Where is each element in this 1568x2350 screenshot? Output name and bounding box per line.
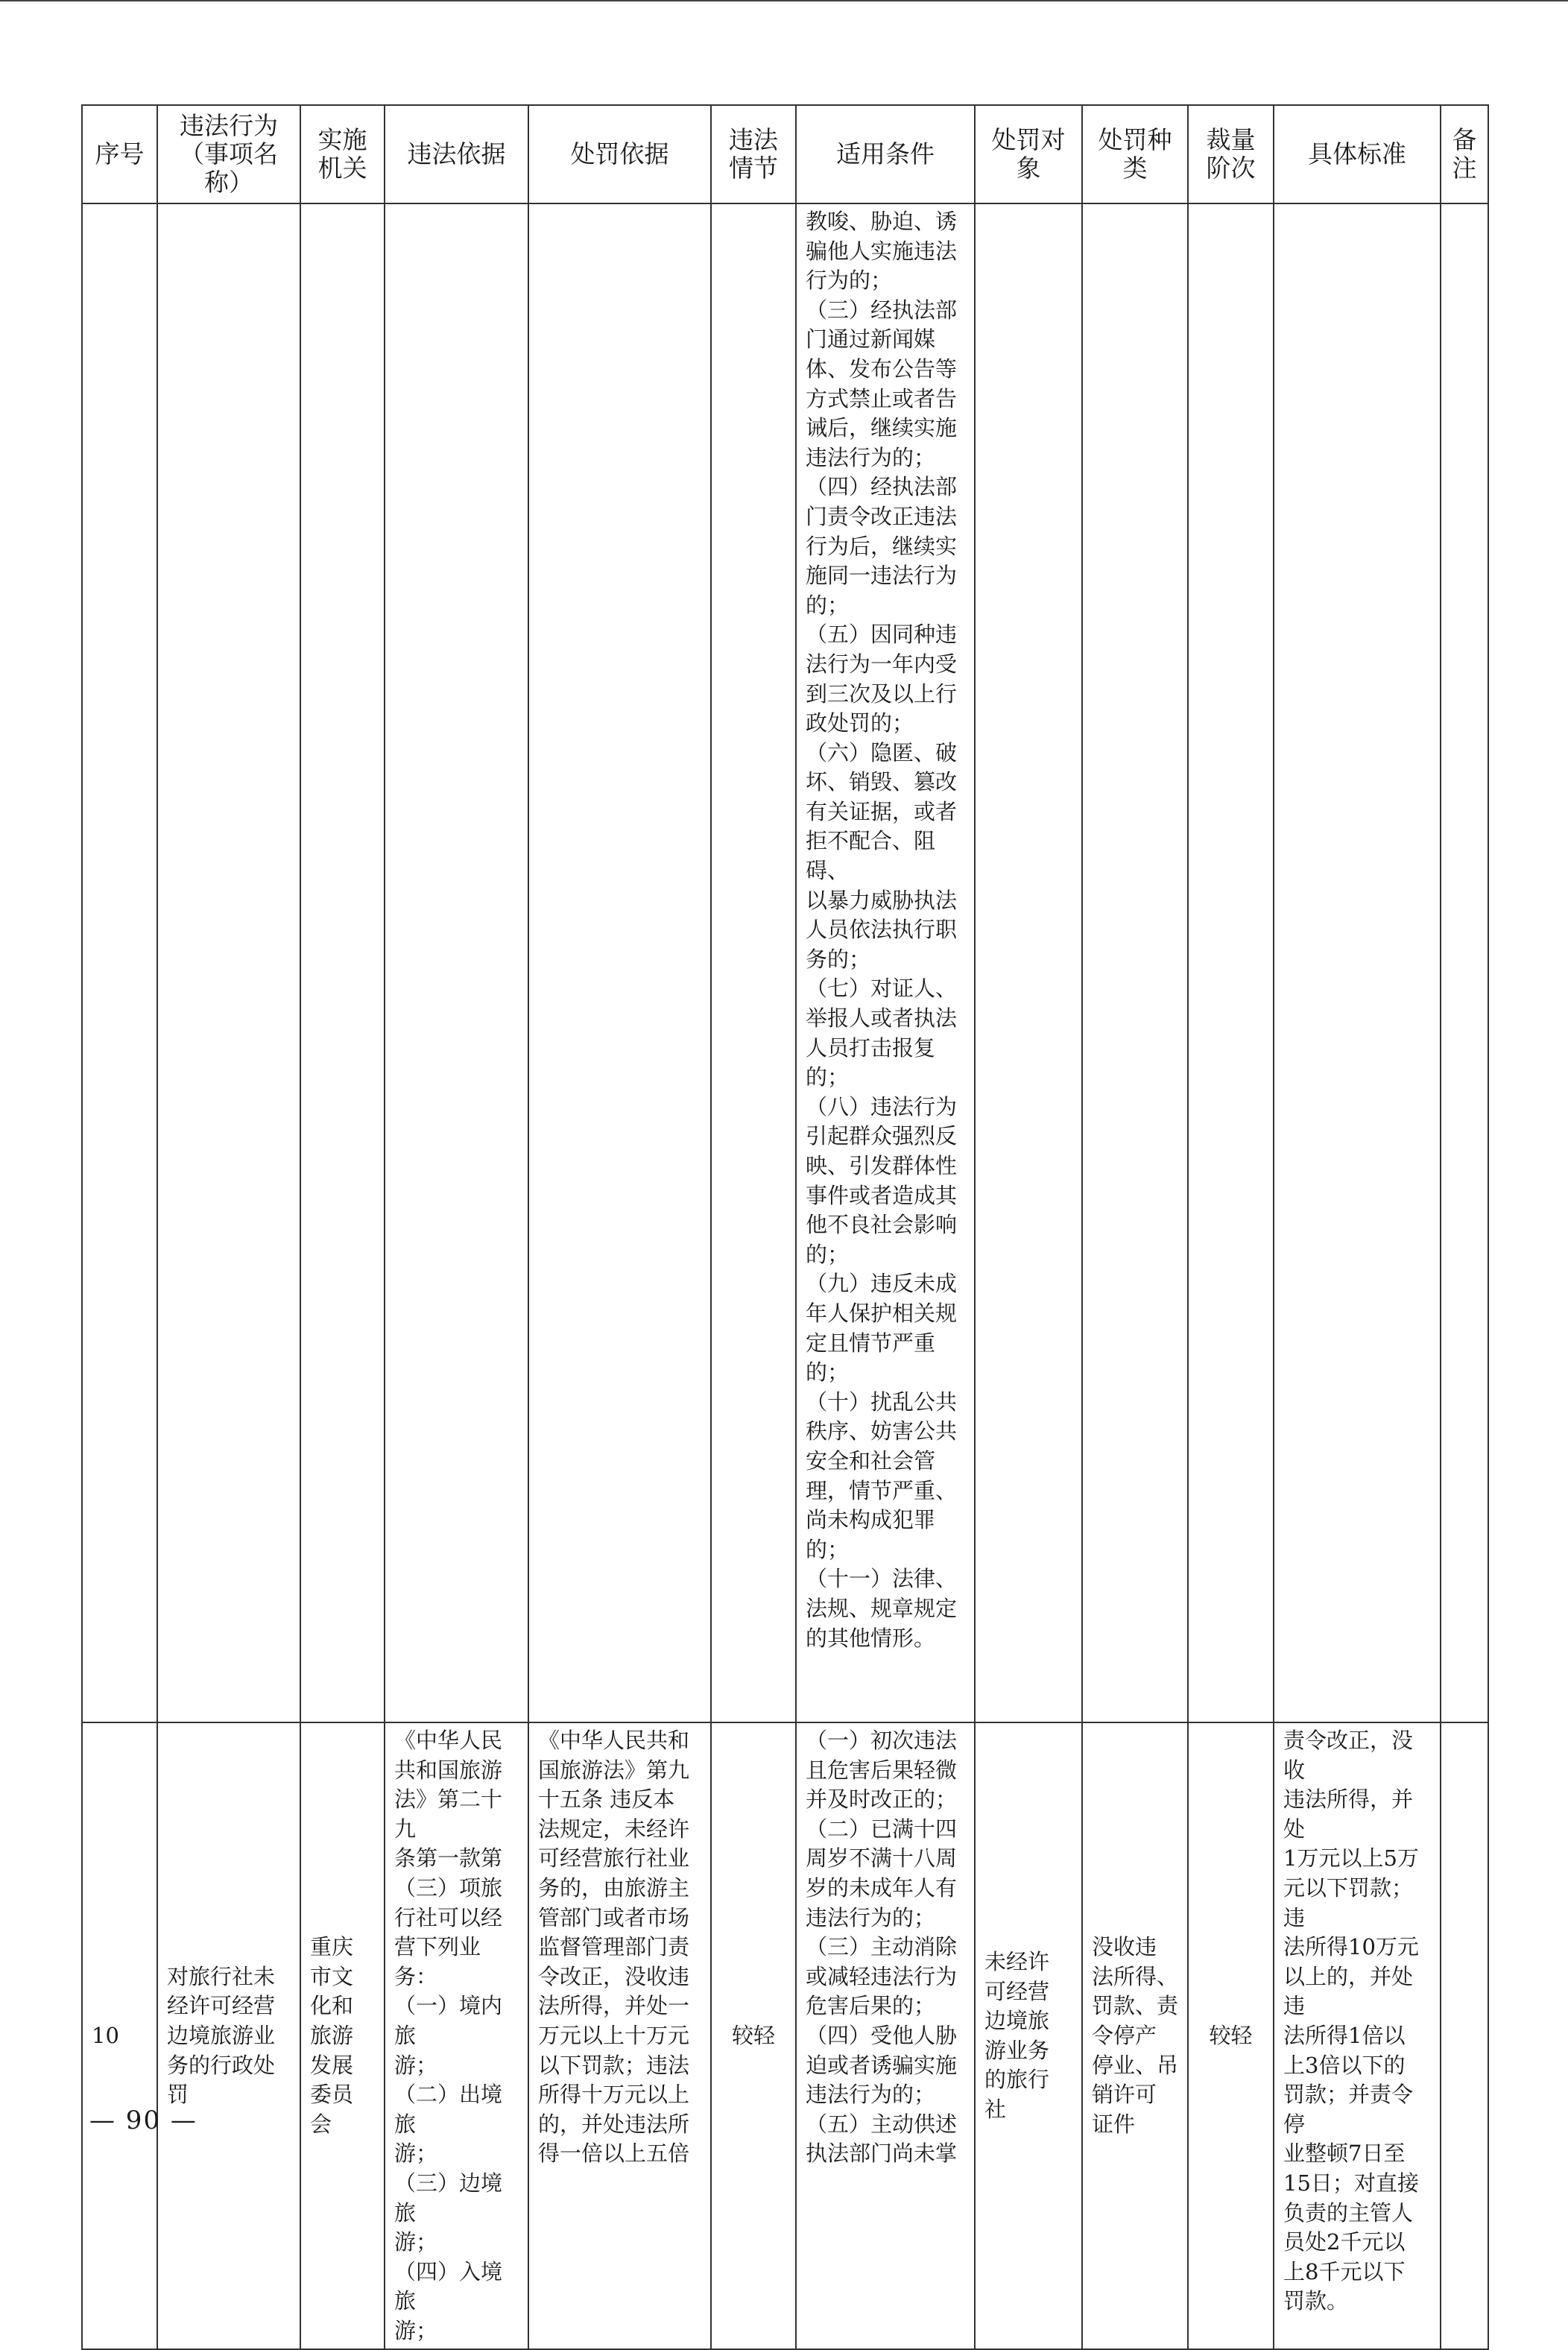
row10-conditions: （一）初次违法 且危害后果轻微 并及时改正的； （二）已满十四 周岁不满十八周 岁的未成年人有 违法行为的； （三）主动消除 或减轻违法行为 危害后果的； （四）受他人胁 迫或者诱骗实施 违法行为的； （五）主动供述 执法部门尚未掌	[796, 1722, 975, 2349]
row10-number: 10	[82, 1722, 157, 2349]
row10-item: 对旅行社未 经许可经营 边境旅游业 务的行政处 罚	[157, 1722, 300, 2349]
header-level: 裁量 阶次	[1188, 105, 1274, 203]
cell-empty	[1082, 203, 1188, 1722]
cell-empty	[1274, 203, 1441, 1722]
row10-penalty-type: 没收违 法所得、 罚款、责 令停产 停业、吊 销许可 证件	[1082, 1722, 1188, 2349]
header-remarks: 备 注	[1441, 105, 1488, 203]
row10-level: 较轻	[1188, 1722, 1274, 2349]
cell-empty	[385, 203, 528, 1722]
header-severity: 违法 情节	[711, 105, 796, 203]
continued-conditions: 教唆、胁迫、诱 骗他人实施违法 行为的； （三）经执法部 门通过新闻媒 体、发布公告等 方式禁止或者告 诫后，继续实施 违法行为的； （四）经执法部 门责令改正违法 行为后，继续实 施同一违法行为 的； （五）因同种违 法行为一年内受 到三次及以上行 政处罚的； （六）隐匿、破 坏、销毁、篡改 有关证据，或者 拒不配合、阻碍、 以暴力威胁执法 人员依法执行职 务的； （七）对证人、 举报人或者执法 人员打击报复 的； （八）违法行为 引起群众强烈反 映、引发群体性 事件或者造成其 他不良社会影响 的； （九）违反未成 年人保护相关规 定且情节严重 的； （十）扰乱公共 秩序、妨害公共 安全和社会管 理，情节严重、 尚未构成犯罪 的； （十一）法律、 法规、规章规定 的其他情形。	[796, 203, 975, 1722]
header-penalty-type: 处罚种 类	[1082, 105, 1188, 203]
header-target: 处罚对 象	[975, 105, 1082, 203]
cell-empty	[975, 203, 1082, 1722]
row10-authority: 重庆 市文 化和 旅游 发展 委员 会	[300, 1722, 385, 2349]
cell-empty	[1441, 203, 1488, 1722]
page-number: — 90 —	[89, 2106, 197, 2135]
row10-standard: 责令改正，没收 违法所得，并处 1万元以上5万 元以下罚款；违 法所得10万元 以上的，并处违 法所得1倍以 上3倍以下的 罚款；并责令停 业整顿7日至 15日；对直接 负责的主管人 员处2千元以 上8千元以下 罚款。	[1274, 1722, 1441, 2349]
table-header-row	[82, 105, 1488, 203]
cell-empty	[157, 203, 300, 1722]
table-row-10	[82, 1722, 1488, 2349]
header-authority: 实施 机关	[300, 105, 385, 203]
row10-penalty-basis: 《中华人民共和 国旅游法》第九 十五条 违反本 法规定，未经许 可经营旅行社业 务的，由旅游主 管部门或者市场 监督管理部门责 令改正，没收违 法所得，并处一 万元以上十万元 以下罚款；违法 所得十万元以上 的，并处违法所 得一倍以上五倍	[528, 1722, 711, 2349]
cell-empty	[300, 203, 385, 1722]
row10-remarks	[1441, 1722, 1488, 2349]
row10-violation-basis: 《中华人民 共和国旅游 法》第二十九 条第一款第 （三）项旅 行社可以经 营下列业务： （一）境内旅 游； （二）出境旅 游； （三）边境旅 游； （四）入境旅 游；	[385, 1722, 528, 2349]
cell-empty	[528, 203, 711, 1722]
header-violation-basis: 违法依据	[385, 105, 528, 203]
header-number: 序号	[82, 105, 157, 203]
table-row-continued	[82, 203, 1488, 1722]
penalty-discretion-table	[81, 104, 1489, 2350]
header-penalty-basis: 处罚依据	[528, 105, 711, 203]
header-standard: 具体标准	[1274, 105, 1441, 203]
cell-empty	[82, 203, 157, 1722]
cell-empty	[711, 203, 796, 1722]
top-border-line	[0, 0, 1568, 1]
header-item: 违法行为 （事项名 称）	[157, 105, 300, 203]
header-conditions: 适用条件	[796, 105, 975, 203]
row10-target: 未经许 可经营 边境旅 游业务 的旅行 社	[975, 1722, 1082, 2349]
cell-empty	[1188, 203, 1274, 1722]
row10-severity: 较轻	[711, 1722, 796, 2349]
